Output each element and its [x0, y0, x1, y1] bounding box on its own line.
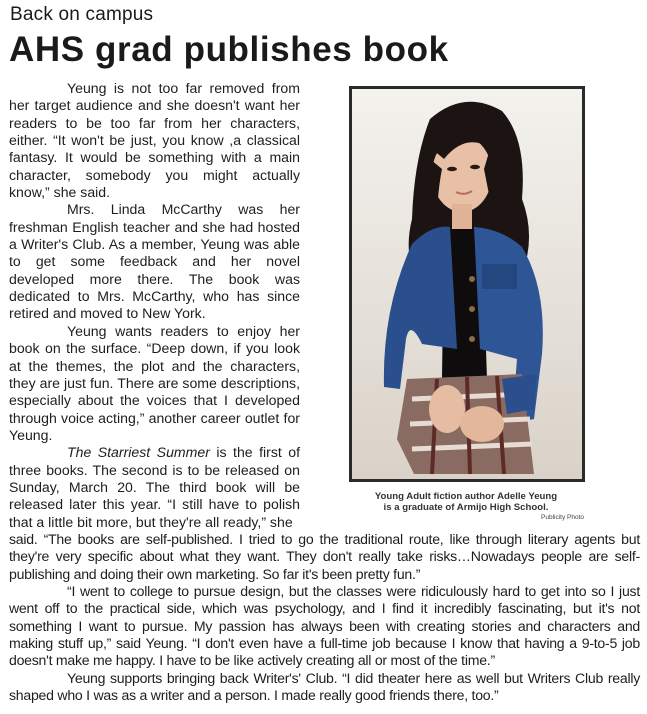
book-paragraph-start: is the first of three books. The second is to be released on Sunday, March 20. The third book will be released later this year. “I still have to polish that a little bit more, but they're all ready,” she	[9, 444, 301, 530]
headline: AHS grad publishes book	[9, 30, 449, 69]
photo-credit: Publicity Photo	[541, 514, 584, 521]
photo-caption	[340, 491, 592, 513]
paragraph-mccarthy: Mrs. Linda McCarthy was her freshman English teacher and she had hosted a Writer's Club. As a member, Yeung was able to get some feedback and her novel developed more there. The book was dedicated to Mrs. McCarthy, who has since retired and moved to New York.	[9, 201, 300, 322]
paragraph-starriest-summer	[9, 444, 300, 531]
paragraph-target-audience: Yeung is not too far removed from her target audience and she doesn't want her readers to be too far from her characters, either. “It won't be just, you know ,a classical fantasy. It would be something with a main character, somebody you might actually know,” she said.	[9, 80, 300, 201]
article-full-width	[9, 531, 640, 704]
paragraph-college: “I went to college to pursue design, but the classes were ridiculously hard to get into so I just went off to the practical side, which was psychology, and I find it incredibly fascinating, but it's not something I want to pursue. My passion has always been with creating stories and characters and making stuff up,” said Yeung. “I don't even have a full-time job because I know that having a 9-to-5 job doesn't make me happy. I have to be like actively creating all or most of the time.”	[9, 583, 640, 669]
paragraph-enjoy-book: Yeung wants readers to enjoy her book on the surface. “Deep down, if you look at the themes, the plot and the characters, they are just fun. There are some descriptions, especially about the voices that I developed through voice acting,” another career outlet for Yeung.	[9, 322, 300, 443]
paragraph-self-published: said. “The books are self-published. I tried to go the traditional route, like through literary agents but they're very specific about what they want. They don't really take risks…Nowadays people are self-publishing and doing their own marketing. So far it's been pretty fun.”	[9, 531, 640, 582]
caption-line-1: Young Adult fiction author Adelle Yeung	[374, 491, 558, 502]
portrait-image	[352, 89, 582, 479]
section-kicker: Back on campus	[10, 4, 154, 25]
article-column	[9, 80, 300, 531]
author-photo	[349, 86, 585, 482]
book-title: The Starriest Summer	[67, 444, 210, 461]
caption-line-2: is a graduate of Armijo High School.	[383, 502, 549, 513]
paragraph-writers-club: Yeung supports bringing back Writer's' Club. “I did theater here as well but Writers Club really shaped who I was as a writer and a person. I made really good friends there, too.”	[9, 669, 640, 704]
